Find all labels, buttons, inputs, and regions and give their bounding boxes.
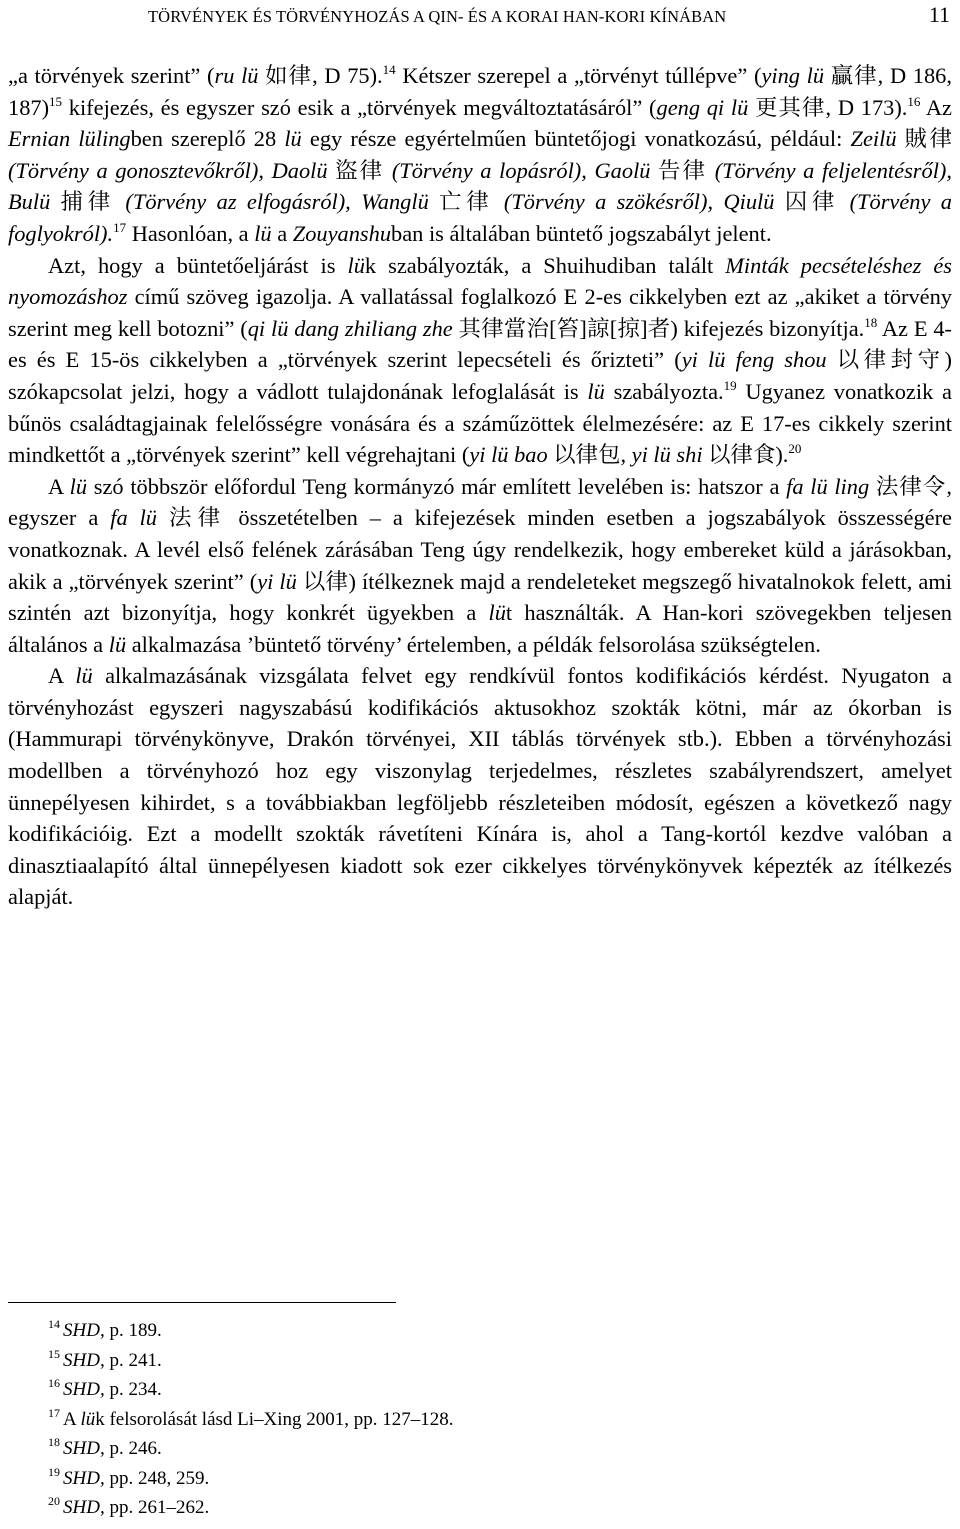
italic-run: SHD, bbox=[63, 1467, 105, 1489]
italic-run: (Törvény a lopásról), Gaolü bbox=[391, 157, 651, 183]
footnote-ref: 20 bbox=[788, 441, 802, 457]
paragraph-2 bbox=[8, 250, 952, 471]
text-run: ben szereplő 28 bbox=[130, 126, 285, 152]
text-run: pp. 261–262. bbox=[104, 1497, 210, 1518]
footnote bbox=[48, 1434, 454, 1464]
text-run: Hasonlóan, a bbox=[126, 220, 255, 246]
footnotes bbox=[48, 1316, 454, 1523]
italic-run: lü bbox=[75, 663, 93, 689]
text-run: Azt, hogy a büntetőeljárást is bbox=[48, 252, 348, 278]
footnote-ref: 20 bbox=[48, 1494, 60, 1508]
italic-run: fa lü bbox=[110, 505, 158, 531]
italic-run: SHD, bbox=[63, 1349, 105, 1371]
footnote-ref: 19 bbox=[723, 377, 737, 393]
text-run: 亡律 bbox=[428, 189, 504, 215]
footnote-ref: 15 bbox=[49, 93, 63, 109]
italic-run: lü bbox=[108, 631, 127, 657]
text-run: 捕律 bbox=[50, 189, 126, 215]
italic-run: SHD, bbox=[63, 1379, 105, 1400]
text-run: ban is általában büntető jogszabályt jelent. bbox=[391, 220, 772, 246]
text-run: k felsorolását lásd Li–Xing 2001, pp. 127–128. bbox=[95, 1408, 454, 1430]
footnote-ref: 16 bbox=[907, 93, 921, 109]
text-run: p. 189. bbox=[104, 1320, 162, 1341]
text-run: 如律, D 75). bbox=[258, 63, 383, 88]
text-run: 以律食). bbox=[702, 442, 789, 468]
text-run: 告律 bbox=[650, 157, 715, 183]
text-run: 賊律 bbox=[896, 126, 953, 152]
running-head bbox=[8, 2, 952, 32]
text-run: szó többször előfordul Teng kormányzó már említett levelében is: hatszor a bbox=[87, 473, 787, 499]
italic-run: Minták pecsételéshez és nyomozáshoz bbox=[8, 252, 952, 310]
text-run: p. 234. bbox=[104, 1379, 162, 1400]
paragraph-4 bbox=[8, 660, 952, 913]
footnote bbox=[48, 1346, 454, 1376]
text-run: kifejezés, és egyszer szó esik a „törvények megváltoztatásáról” ( bbox=[62, 94, 657, 120]
text-run: A bbox=[48, 663, 76, 689]
text-run: t használták. A Han-kori szövegekben teljesen általános a bbox=[8, 600, 952, 657]
italic-run: yi lü feng shou bbox=[681, 347, 827, 373]
text-run: 法律 összetételben – a kifejezések minden esetben a jogszabályok összességére vonatkoznak. A levél első felének zárásában Teng úgy rendelkezik, hogy embereket küld a járásokban, akik a „törvények szerint” ( bbox=[8, 505, 952, 594]
text-run: Ugyanez vonatkozik a bűnös családtagjainak felelősségre vonására és a száműzöttek élelmezésére: az E 17-es cikkely szerint mindkettőt a „törvények szerint” kell végrehajtani ( bbox=[8, 378, 952, 468]
text-run: 其律當治[笞]諒[掠]者) kifejezés bizonyítja. bbox=[452, 315, 865, 341]
italic-run: lü bbox=[488, 600, 506, 626]
text-run: 盜律 bbox=[327, 157, 392, 183]
italic-run: (Törvény a gonosztevőkről), Daolü bbox=[8, 157, 328, 183]
footnote bbox=[48, 1316, 454, 1346]
text-run: A bbox=[48, 473, 70, 499]
text-run: „a törvények szerint” ( bbox=[8, 63, 215, 88]
footnote-ref: 14 bbox=[382, 62, 396, 77]
italic-run: qi lü dang zhiliang zhe bbox=[247, 315, 453, 341]
footnote-ref: 19 bbox=[48, 1464, 60, 1479]
italic-run: lü bbox=[80, 1408, 96, 1430]
paragraph-1 bbox=[8, 60, 952, 250]
text-run: 以律) ítélkeznek majd a rendeleteket megszegő hivatalnokok felett, ami szintén azt bizonyítja, hogy konkrét ügyekben a bbox=[8, 568, 952, 626]
footnote-separator bbox=[8, 1302, 396, 1303]
italic-run: lü bbox=[69, 473, 88, 499]
italic-run: SHD, bbox=[63, 1438, 105, 1459]
footnote bbox=[48, 1405, 454, 1435]
italic-run: yi lü bao bbox=[469, 442, 548, 468]
text-run: 更其律, D 173). bbox=[748, 94, 908, 120]
italic-run: lü bbox=[347, 252, 365, 278]
italic-run: (Törvény a feljelentésről), Bulü bbox=[8, 157, 952, 215]
footnote-ref: 15 bbox=[48, 1346, 60, 1361]
text-run: p. 246. bbox=[104, 1438, 162, 1459]
text-run: a bbox=[271, 220, 293, 246]
text-run: 法律令, egyszer a bbox=[8, 473, 952, 531]
footnote-ref: 16 bbox=[48, 1376, 60, 1390]
italic-run: ying lü bbox=[761, 63, 825, 88]
italic-run: Zouyanshu bbox=[292, 220, 392, 246]
text-run: A bbox=[63, 1408, 81, 1430]
italic-run: SHD, bbox=[63, 1497, 105, 1518]
text-run: k szabályozták, a Shuihudiban talált bbox=[364, 252, 726, 278]
italic-run: lü bbox=[254, 220, 272, 246]
footnote-ref: 18 bbox=[48, 1435, 60, 1449]
text-run: című szöveg igazolja. A vallatással foglalkozó E 2-es cikkelyben ezt az „akiket a törvény szerint meg kell botozni” ( bbox=[8, 284, 952, 341]
italic-run: lü bbox=[284, 126, 302, 152]
running-title: TÖRVÉNYEK ÉS TÖRVÉNYHOZÁS A QIN- ÉS A KORAI HAN-KORI KÍNÁBAN bbox=[148, 7, 727, 26]
footnote-ref: 14 bbox=[48, 1317, 60, 1331]
text-run: szabályozta. bbox=[604, 378, 724, 404]
text-run: Az bbox=[920, 94, 952, 120]
footnote bbox=[48, 1493, 454, 1523]
italic-run: fa lü ling bbox=[786, 473, 870, 499]
italic-run: yi lü bbox=[257, 568, 297, 594]
italic-run: geng qi lü bbox=[656, 94, 749, 120]
italic-run: Zeilü bbox=[850, 126, 897, 152]
italic-run: ru lü bbox=[214, 63, 259, 88]
page-number: 11 bbox=[928, 2, 950, 27]
italic-run: yi lü shi bbox=[631, 442, 703, 468]
paragraph-3 bbox=[8, 471, 952, 661]
footnote-ref: 17 bbox=[113, 219, 127, 235]
footnote-ref: 17 bbox=[48, 1405, 60, 1420]
footnote bbox=[48, 1464, 454, 1494]
text-run: Kétszer szerepel a „törvényt túllépve” ( bbox=[395, 63, 762, 88]
italic-run: lü bbox=[587, 378, 605, 404]
text-run: p. 241. bbox=[104, 1349, 162, 1371]
footnote-ref: 18 bbox=[864, 314, 878, 330]
italic-run: SHD, bbox=[63, 1320, 105, 1341]
text-run: 以律包, bbox=[547, 442, 632, 468]
text-run: Az E 4-es és E 15-ös cikkelyben a „törvények szerint lepecsételi és őrizteti” ( bbox=[8, 315, 952, 373]
text-run: 以律封守) szókapcsolat jelzi, hogy a vádlott tulajdonának lefoglalását is bbox=[8, 347, 952, 404]
text-run: alkalmazásának vizsgálata felvet egy rendkívül fontos kodifikációs kérdést. Nyugaton a törvényhozást egyszeri nagyszabású kodifikációs aktusokhoz szokták kötni, már az ókorban is (Hammurapi törvénykönyve, Drakón törvényei, XII táblás törvények stb.). Ebben a törvényhozási modellben a törvényhozó hoz egy viszonylag terjedelmes, részletes szabályrendszert, amelyet ünnepélyesen kihirdet, s a továbbiakban legföljebb részleteiben módosít, egészen a következő nagy kodifikációig. Ezt a modellt szokták rávetíteni Kínára is, ahol a Tang-kortól kezdve valóban a dinasztiaalapító által ünnepélyesen kiadott sok ezer cikkelyes törvénykönyvek képezték az ítélkezés alapját. bbox=[8, 663, 952, 910]
text-run: alkalmazása ’büntető törvény’ értelemben, a példák felsorolása szükségtelen. bbox=[126, 631, 821, 657]
italic-run: (Törvény az elfogásról), Wanglü bbox=[125, 189, 429, 215]
text-run: 贏律, D 186, 187) bbox=[8, 63, 952, 120]
text-run: 囚律 bbox=[774, 189, 850, 215]
italic-run: (Törvény a szökésről), Qiulü bbox=[503, 189, 775, 215]
italic-run: (Törvény a foglyokról). bbox=[8, 189, 952, 246]
footnote bbox=[48, 1375, 454, 1405]
body-text bbox=[8, 60, 952, 913]
text-run: egy része egyértelműen büntetőjogi vonatkozású, például: bbox=[301, 126, 851, 152]
italic-run: Ernian lüling bbox=[8, 126, 131, 152]
text-run: pp. 248, 259. bbox=[104, 1467, 210, 1489]
